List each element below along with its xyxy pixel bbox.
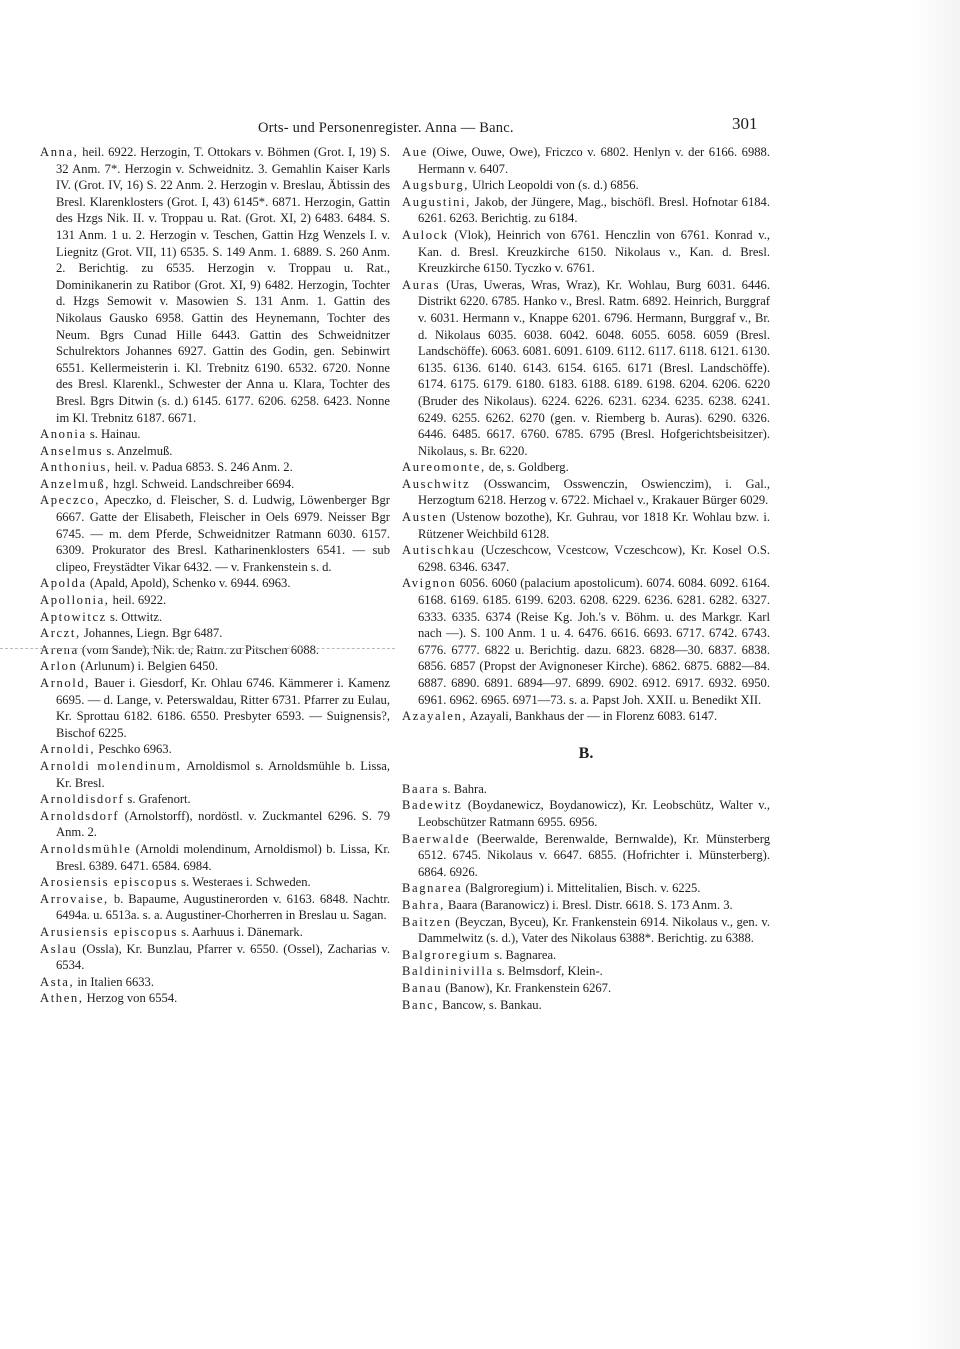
entry-headword: Arnoldsmühle bbox=[40, 841, 132, 856]
entry-headword: Avignon bbox=[402, 576, 457, 591]
entry-text: s. Bagnarea. bbox=[491, 947, 557, 962]
entry-headword: Apollonia, bbox=[40, 593, 110, 608]
entry-text: Baara (Baranowicz) i. Bresl. Distr. 6618. S. 173 Anm. 3. bbox=[444, 897, 733, 912]
entry-headword: Arnoldi, bbox=[40, 742, 96, 757]
register-entry bbox=[40, 891, 390, 924]
page-number: 301 bbox=[732, 114, 758, 133]
entry-text: s. Bahra. bbox=[439, 781, 487, 796]
entry-text: (Arnolstorff), nordöstl. v. Zuckmantel 6296. S. 79 Anm. 2. bbox=[56, 808, 390, 840]
entry-text: Bauer i. Giesdorf, Kr. Ohlau 6746. Kämmerer i. Kamenz 6695. — d. Lange, v. Peterswaldau, Ritter 6731. Pfarrer zu Eulau, Kr. Sprottau 6182. 6186. 6550. Presbyter 6593. — Suignensis?, Bischof 6225. bbox=[56, 676, 390, 740]
entry-text: (Balgroregium) i. Mittelitalien, Bisch. v. 6225. bbox=[462, 881, 701, 896]
entry-text: Azayali, Bankhaus der — in Florenz 6083. 6147. bbox=[467, 709, 718, 724]
entry-text: (Vlok), Heinrich von 6761. Henczlin von 6761. Konrad v., Kan. d. Bresl. Kreuzkirche 6150. Nikolaus v., Kan. d. Bresl. Kreuzkirche 6150. Tyczko v. 6761. bbox=[418, 227, 770, 276]
entry-headword: Banc, bbox=[402, 997, 440, 1012]
register-entry bbox=[40, 625, 390, 642]
entry-headword: Apeczco, bbox=[40, 493, 100, 508]
entry-text: b. Bapaume, Augustinerorden v. 6163. 6848. Nachtr. 6494a. u. 6513a. s. a. Augustiner-Chorherren in Breslau u. Sagan. bbox=[56, 891, 390, 923]
entry-headword: Auras bbox=[402, 277, 441, 292]
entry-text: de, s. Goldberg. bbox=[485, 460, 569, 475]
entry-headword: Balgroregium bbox=[402, 947, 492, 962]
register-entry bbox=[402, 880, 770, 897]
entry-text: (Arlunum) i. Belgien 6450. bbox=[77, 659, 219, 674]
entry-text: s. Grafenort. bbox=[124, 792, 191, 807]
entry-text: in Italien 6633. bbox=[74, 974, 154, 989]
register-entry bbox=[40, 741, 390, 758]
entry-headword: Arnoldi molendinum, bbox=[40, 758, 182, 773]
entry-text: s. Hainau. bbox=[86, 427, 141, 442]
register-entry bbox=[40, 791, 390, 808]
entry-headword: Aue bbox=[402, 145, 428, 159]
right-column bbox=[402, 144, 770, 1013]
entry-headword: Arosiensis episcopus bbox=[40, 875, 178, 890]
register-entry bbox=[402, 897, 770, 914]
entry-headword: Baerwalde bbox=[402, 831, 471, 846]
entry-text: s. Anzelmuß. bbox=[103, 443, 173, 458]
entry-headword: Baldininivilla bbox=[402, 964, 494, 979]
entry-text: Jakob, der Jüngere, Mag., bischöfl. Bresl. Hofnotar 6184. 6261. 6263. Berichtig. zu 6184. bbox=[418, 194, 770, 226]
entry-text: Peschko 6963. bbox=[95, 742, 172, 757]
entry-text: (Uczeschcow, Vcestcow, Vczeschcow), Kr. Kosel O.S. 6298. 6346. 6347. bbox=[418, 543, 770, 574]
entry-text: s. Belmsdorf, Klein-. bbox=[493, 964, 603, 979]
register-entry bbox=[40, 874, 390, 891]
entry-text: Johannes, Liegn. Bgr 6487. bbox=[80, 626, 223, 641]
section-letter: B. bbox=[578, 744, 594, 762]
left-column bbox=[40, 144, 390, 1007]
entry-text: Apeczko, d. Fleischer, S. d. Ludwig, Löwenberger Bgr 6667. Gatte der Elisabeth, Fleischer in Oels 6979. Neisser Bgr 6745. — m. dem Pferde, Schweidnitzer Ratmann 6030. 6157. 6309. Prokurator des Bresl. Katharinenklosters 6541. — sub clipeo, Freystädter Vikar 6432. — v. Frankenstein s. d. bbox=[56, 493, 390, 574]
entry-text: s. Westeraes i. Schweden. bbox=[178, 875, 311, 890]
register-entry bbox=[40, 144, 390, 426]
entry-headword: Anzelmuß, bbox=[40, 476, 111, 491]
entry-headword: Badewitz bbox=[402, 798, 463, 813]
entry-headword: Arena bbox=[40, 642, 79, 657]
entry-headword: Anonia bbox=[40, 427, 87, 442]
register-entry bbox=[40, 492, 390, 575]
entry-text: (Beerwalde, Berenwalde, Bernwalde), Kr. Münsterberg 6512. 6745. Nikolaus v. 6647. 6855. (Hofrichter i. Münsterberg). 6864. 6926. bbox=[418, 831, 770, 879]
entry-headword: Arnoldisdorf bbox=[40, 792, 125, 807]
register-entry bbox=[40, 941, 390, 974]
scan-artifact-line bbox=[0, 648, 395, 649]
register-entry bbox=[40, 642, 390, 659]
register-entry bbox=[402, 227, 770, 277]
register-entry bbox=[402, 963, 770, 980]
register-entry bbox=[402, 144, 770, 177]
entry-headword: Azayalen, bbox=[402, 709, 468, 724]
entry-text: Ulrich Leopoldi von (s. d.) 6856. bbox=[469, 178, 639, 193]
entry-headword: Bagnarea bbox=[402, 881, 463, 896]
entry-text: hzgl. Schweid. Landschreiber 6694. bbox=[110, 476, 295, 491]
register-entry bbox=[40, 675, 390, 741]
entry-text: Herzog von 6554. bbox=[83, 991, 178, 1006]
entry-headword: Apolda bbox=[40, 576, 87, 591]
entry-headword: Arnoldsdorf bbox=[40, 808, 120, 823]
entry-headword: Asta, bbox=[40, 974, 75, 989]
entry-text: Bancow, s. Bankau. bbox=[439, 997, 542, 1012]
register-entry bbox=[402, 980, 770, 997]
right-column-a-entries bbox=[402, 144, 770, 725]
register-entry bbox=[40, 658, 390, 675]
entry-headword: Arczt, bbox=[40, 626, 81, 641]
entry-text: 6056. 6060 (palacium apostolicum). 6074. 6084. 6092. 6164. 6168. 6169. 6185. 6199. 6203. 6208. 6229. 6236. 6281. 6282. 6327. 6333. 6335. 6374 (Reise Kg. Joh.'s v. Böhm. u. des Markgr. Karl nach —). S. 100 Anm. 1 u. 4. 6476. 6616. 6693. 6717. 6742. 6743. 6776. 6777. 6822 u. Berichtig. dazu. 6823. 6828—30. 6837. 6838. 6856. 6857 (Propst der Avignoneser Kirche). 6862. 6875. 6882—84. 6887. 6890. 6891. 6894—97. 6899. 6902. 6912. 6917. 6932. 6950. 6961. 6962. 6965. 6971—73. s. a. Papst Joh. XXII. u. Benedikt XII. bbox=[418, 576, 770, 707]
scan-edge-shadow bbox=[912, 0, 960, 1349]
register-entry bbox=[40, 443, 390, 460]
entry-headword: Augsburg, bbox=[402, 178, 469, 193]
entry-text: (Banow), Kr. Frankenstein 6267. bbox=[442, 980, 612, 995]
register-entry bbox=[402, 575, 770, 708]
right-column-b-entries bbox=[402, 781, 770, 1013]
entry-text: (Uras, Uweras, Wras, Wraz), Kr. Wohlau, Burg 6031. 6446. Distrikt 6220. 6785. Hanko v., Bresl. Ratm. 6892. Heinrich, Burggraf v. 6031. Hermann v., Knappe 6201. 6796. Hermann, Burggraf v., Br. d. Nikolaus 6035. 6038. 6042. 6048. 6055. 6058. 6059 (Bresl. Landschöffe). 6063. 6081. 6091. 6109. 6112. 6117. 6118. 6121. 6130. 6135. 6136. 6140. 6143. 6154. 6165. 6171 (Bresl. Landschöffe). 6174. 6175. 6179. 6180. 6183. 6188. 6189. 6198. 6204. 6206. 6220 (Bruder des Nikolaus). 6224. 6226. 6231. 6234. 6235. 6238. 6241. 6249. 6255. 6262. 6270 (gen. v. Riemberg b. Auras). 6290. 6326. 6446. 6485. 6617. 6760. 6785. 6795 (Bresl. Hofgerichtsbeisitzer). Nikolaus, s. Br. 6220. bbox=[418, 277, 771, 458]
entry-headword: Austen bbox=[402, 510, 448, 525]
entry-headword: Athen, bbox=[40, 991, 84, 1006]
register-entry bbox=[402, 542, 770, 575]
register-entry bbox=[402, 947, 770, 964]
register-entry bbox=[402, 781, 770, 798]
entry-headword: Anna, bbox=[40, 145, 79, 159]
entry-text: heil. 6922. Herzogin, T. Ottokars v. Böhmen (Grot. I, 19) S. 32 Anm. 7*. Herzogin v. Schweidnitz. 3. Gemahlin Kaiser Karls IV. (Grot. IV, 16) S. 22 Anm. 2. Herzogin v. Breslau, Äbtissin des Bresl. Klarenklosters (Grot. I, 43) 6145*. 6871. Herzogin, Gattin des Hzgs Nik. II. v. Troppau u. Rat. (Grot. XI, 2) 6483. 6484. S. 131 Anm. 1 u. 2. Herzogin v. Teschen, Gattin Hzg Wenzels I. v. Liegnitz (Grot. VII, 11) 6535. S. 149 Anm. 1. 6889. S. 260 Anm. 2. Berichtig. zu 6535. Herzogin v. Troppau u. Rat., Dominikanerin zu Ratibor (Grot. XI, 9) 6482. Herzogin, Tochter d. Hzgs Semowit v. Masowien S. 131 Anm. 1. Gattin des Nikolaus Gausko 6958. Gattin des Heynemann, Tochter des Neum. Bgrs Cunad Hille 6443. Gattin des Schweidnitzer Schulrektors Johannes 6927. Gattin des Godin, gen. Sebinwirt 6551. Kellermeisterin i. Kl. Trebnitz 6190. 6532. 6720. Nonne des Bresl. Klarenkl., Schwester der Anna u. Klara, Tochter des Bresl. Bgrs Ditwin (s. d.) 6145. 6177. 6206. 6258. 6423. Nonne im Kl. Trebnitz 6187. 6671. bbox=[56, 145, 390, 425]
entry-headword: Augustini, bbox=[402, 194, 471, 209]
register-entry bbox=[402, 194, 770, 227]
register-entry bbox=[40, 758, 390, 791]
register-entry bbox=[402, 476, 770, 509]
entry-headword: Anselmus bbox=[40, 443, 104, 458]
register-entry bbox=[40, 974, 390, 991]
entry-headword: Auschwitz bbox=[402, 476, 471, 491]
entry-text: (Beyczan, Byceu), Kr. Frankenstein 6914. Nikolaus v., gen. v. Dammelwitz (s. d.), Vater des Nikolaus 6388*. Berichtig. zu 6388. bbox=[418, 914, 770, 946]
entry-text: (Boydanewicz, Boydanowicz), Kr. Leobschütz, Walter v., Leobschützer Ratmann 6955. 6956. bbox=[418, 798, 770, 829]
entry-text: s. Aarhuus i. Dänemark. bbox=[178, 924, 303, 939]
entry-headword: Anthonius, bbox=[40, 460, 112, 475]
register-entry bbox=[40, 924, 390, 941]
entry-text: (Osswancim, Osswenczin, Oswienczim), i. Gal., Herzogtum 6218. Herzog v. 6722. Michael v., Krakauer Bürger 6029. bbox=[418, 476, 770, 508]
entry-text: (Oiwe, Ouwe, Owe), Friczco v. 6802. Henlyn v. der 6166. 6988. Hermann v. 6407. bbox=[418, 145, 770, 176]
entry-text: (Arnoldi molendinum, Arnoldismol) b. Lissa, Kr. Bresl. 6389. 6471. 6584. 6984. bbox=[56, 841, 390, 873]
register-entry bbox=[40, 841, 390, 874]
entry-headword: Arrovaise, bbox=[40, 891, 109, 906]
register-entry bbox=[40, 808, 390, 841]
register-entry bbox=[402, 708, 770, 725]
register-entry bbox=[402, 177, 770, 194]
register-entry bbox=[40, 575, 390, 592]
entry-headword: Autischkau bbox=[402, 543, 476, 558]
register-entry bbox=[402, 509, 770, 542]
entry-headword: Baara bbox=[402, 781, 440, 796]
register-entry bbox=[402, 277, 770, 460]
entry-text: s. Ottwitz. bbox=[106, 609, 163, 624]
entry-headword: Baitzen bbox=[402, 914, 452, 929]
entry-text: Arnoldismol s. Arnoldsmühle b. Lissa, Kr. Bresl. bbox=[56, 758, 390, 790]
entry-text: (Ustenow bozothe), Kr. Guhrau, vor 1818 Kr. Wohlau bzw. i. Rützener Weichbild 6128. bbox=[418, 510, 770, 541]
register-entry bbox=[402, 797, 770, 830]
register-entry bbox=[40, 459, 390, 476]
entry-headword: Arusiensis episcopus bbox=[40, 924, 178, 939]
register-entry bbox=[40, 592, 390, 609]
register-entry bbox=[402, 914, 770, 947]
entry-headword: Bahra, bbox=[402, 897, 445, 912]
register-entry bbox=[40, 609, 390, 626]
entry-text: (Ossla), Kr. Bunzlau, Pfarrer v. 6550. (Ossel), Zacharias v. 6534. bbox=[56, 941, 390, 973]
entry-headword: Arnold, bbox=[40, 676, 91, 690]
entry-text: heil. v. Padua 6853. S. 246 Anm. 2. bbox=[111, 460, 293, 475]
entry-text: (vom Sande), Nik. de, Ratm. zu Pitschen 6088. bbox=[78, 642, 320, 657]
entry-headword: Arlon bbox=[40, 659, 78, 674]
entry-headword: Aslau bbox=[40, 941, 78, 956]
running-head: Orts- und Personenregister. Anna — Banc. bbox=[258, 120, 514, 136]
entry-text: heil. 6922. bbox=[109, 593, 167, 608]
entry-headword: Aulock bbox=[402, 227, 449, 242]
register-entry bbox=[402, 997, 770, 1014]
register-entry bbox=[40, 990, 390, 1007]
entry-headword: Aureomonte, bbox=[402, 460, 486, 475]
entry-headword: Banau bbox=[402, 980, 443, 995]
register-entry bbox=[40, 426, 390, 443]
entry-text: (Apald, Apold), Schenko v. 6944. 6963. bbox=[86, 576, 291, 591]
register-entry bbox=[402, 831, 770, 881]
register-entry bbox=[40, 476, 390, 493]
register-entry bbox=[402, 459, 770, 476]
entry-headword: Aptowitcz bbox=[40, 609, 107, 624]
